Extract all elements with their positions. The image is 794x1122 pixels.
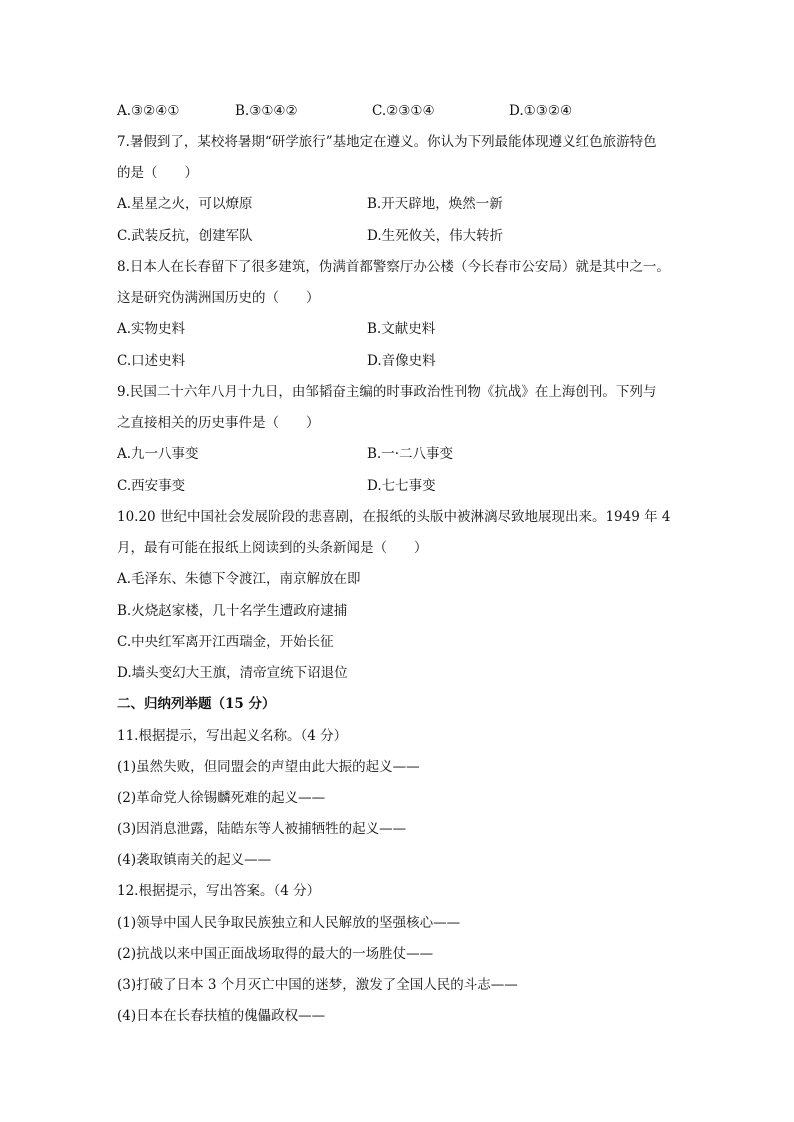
q10-stem-line1: 10.20 世纪中国社会发展阶段的悲喜剧，在报纸的头版中被淋漓尽致地展现出来。1949 年 4 — [117, 509, 671, 525]
q10-option-a: A.毛泽东、朱德下令渡江，南京解放在即 — [117, 571, 361, 587]
q7-stem-line2: 的是（ ） — [117, 165, 198, 181]
q6-option-d: D.①③②④ — [509, 103, 573, 119]
q11-stem: 11.根据提示，写出起义名称。（4 分） — [117, 728, 348, 744]
q12-item-2: (2)抗战以来中国正面战场取得的最大的一场胜仗—— — [117, 946, 434, 962]
q12-item-1: (1)领导中国人民争取民族独立和人民解放的坚强核心—— — [117, 915, 461, 931]
q9-option-d: D.七七事变 — [367, 478, 436, 494]
q7-stem-line1: 7.暑假到了，某校将暑期“研学旅行”基地定在遵义。你认为下列最能体现遵义红色旅游特色 — [117, 134, 657, 150]
q12-stem: 12.根据提示，写出答案。（4 分） — [117, 883, 321, 899]
q7-options-row1 — [117, 195, 503, 213]
q10-option-d: D.墙头变幻大王旗，清帝宣统下诏退位 — [117, 665, 348, 681]
q10-option-c: C.中央红军离开江西瑞金，开始长征 — [117, 634, 334, 650]
q12-item-4: (4)日本在长春扶植的傀儡政权—— — [117, 1008, 326, 1024]
q9-option-b: B.一·二八事变 — [367, 446, 454, 462]
q7-option-d: D.生死攸关，伟大转折 — [367, 228, 504, 244]
q7-option-c: C.武装反抗，创建军队 — [117, 228, 253, 244]
q9-options-row1 — [117, 445, 454, 463]
q9-stem-line2: 之直接相关的历史事件是（ ） — [117, 415, 320, 431]
q6-option-a: A.③②④① — [117, 103, 180, 119]
q10-option-b: B.火烧赵家楼，几十名学生遭政府逮捕 — [117, 603, 348, 619]
q8-option-c: C.口述史料 — [117, 353, 186, 369]
q10-stem-line2: 月，最有可能在报纸上阅读到的头条新闻是（ ） — [117, 540, 428, 556]
q12-item-3: (3)打破了日本 3 个月灭亡中国的迷梦，激发了全国人民的斗志—— — [117, 977, 518, 993]
q8-options-row2 — [117, 352, 436, 370]
q8-option-d: D.音像史料 — [367, 353, 436, 369]
q9-stem-line1: 9.民国二十六年八月十九日，由邹韬奋主编的时事政治性刊物《抗战》在上海创刊。下列与 — [117, 384, 657, 400]
q7-options-row2 — [117, 227, 504, 245]
q8-stem-line1: 8.日本人在长春留下了很多建筑，伪满首都警察厅办公楼（今长春市公安局）就是其中之一。 — [117, 259, 670, 275]
q11-item-4: (4)袭取镇南关的起义—— — [117, 852, 272, 868]
q11-item-2: (2)革命党人徐锡麟死难的起义—— — [117, 790, 326, 806]
q9-options-row2 — [117, 477, 436, 495]
q6-option-b: B.③①④② — [235, 103, 298, 119]
q7-option-b: B.开天辟地，焕然一新 — [367, 196, 503, 212]
q8-stem-line2: 这是研究伪满洲国历史的（ ） — [117, 290, 320, 306]
q11-item-1: (1)虽然失败，但同盟会的声望由此大振的起义—— — [117, 759, 420, 775]
q9-option-c: C.西安事变 — [117, 478, 186, 494]
q8-option-a: A.实物史料 — [117, 321, 186, 337]
q6-option-c: C.②③①④ — [372, 103, 435, 119]
q7-option-a: A.星星之火，可以燎原 — [117, 196, 253, 212]
q8-options-row1 — [117, 320, 436, 338]
q8-option-b: B.文献史料 — [367, 321, 436, 337]
section2-title: 二、归纳列举题（15 分） — [117, 696, 276, 712]
q11-item-3: (3)因消息泄露，陆皓东等人被捕牺牲的起义—— — [117, 821, 407, 837]
q9-option-a: A.九一八事变 — [117, 446, 199, 462]
